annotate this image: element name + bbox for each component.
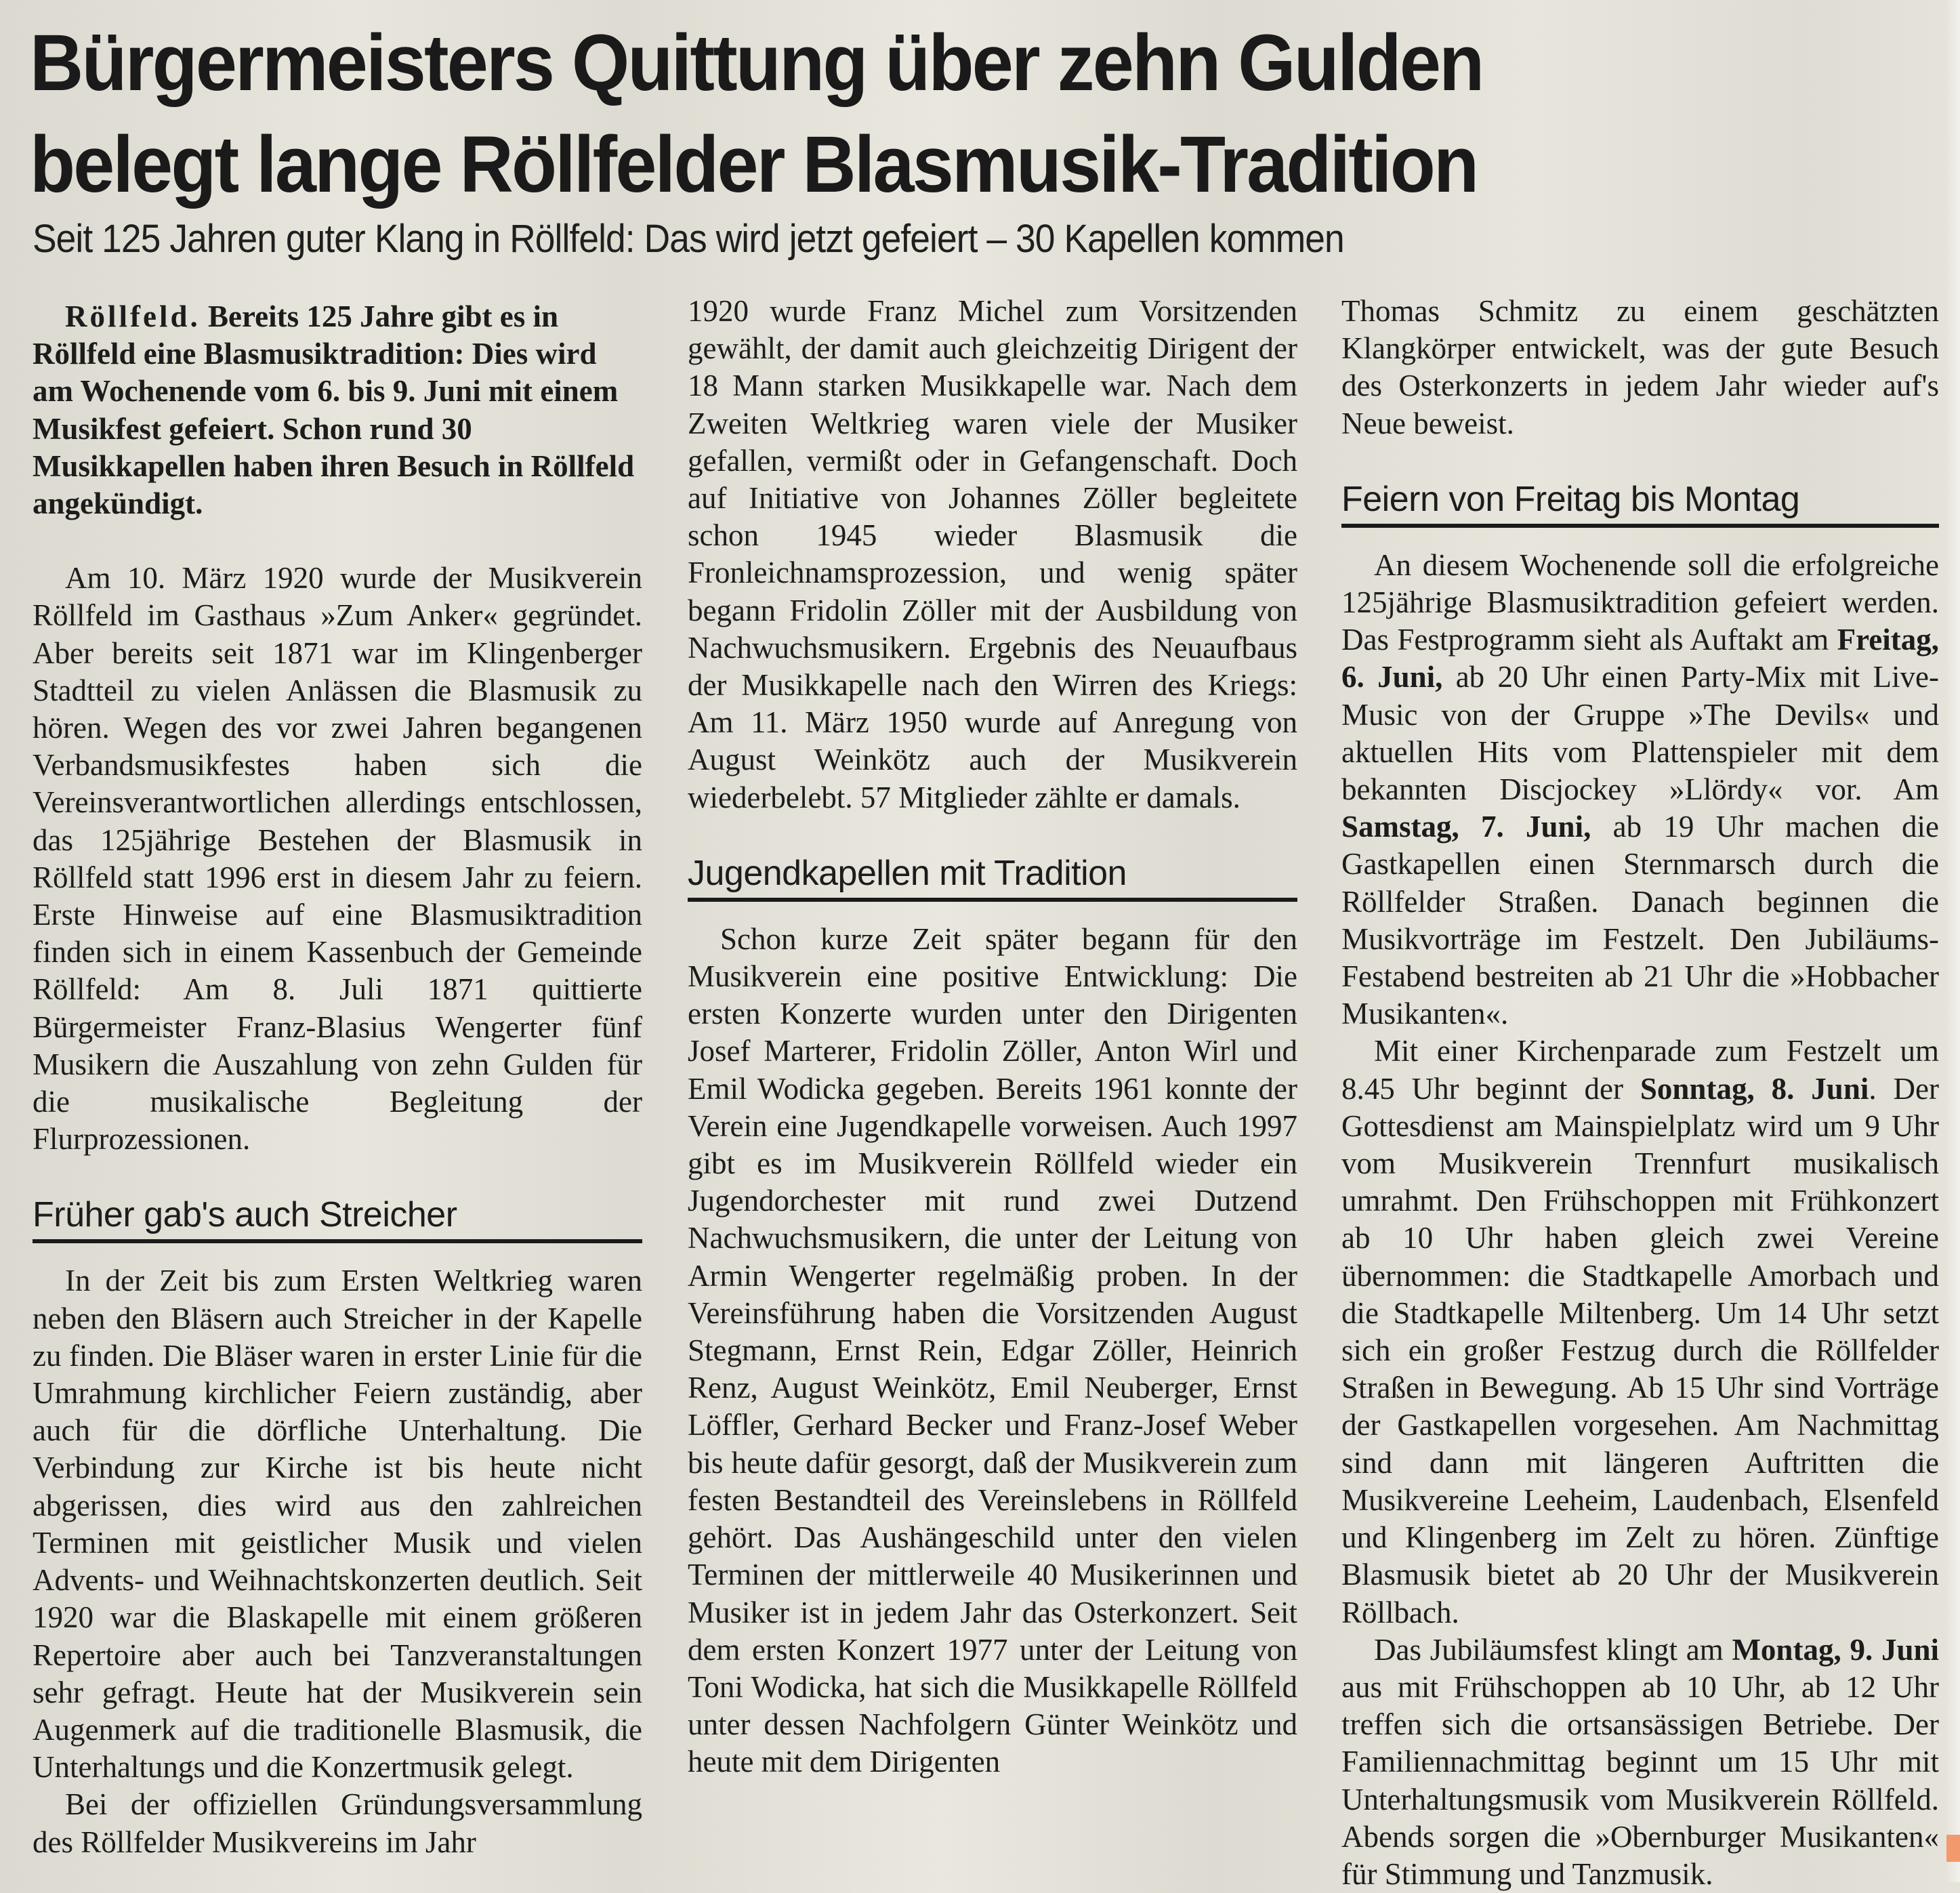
lead-paragraph bbox=[33, 298, 642, 522]
date-saturday: Samstag, 7. Juni, bbox=[1341, 810, 1591, 844]
body-paragraph-continued: 1920 wurde Franz Michel zum Vorsitzenden gewählt, der damit auch gleichzeitig Dirigent der 18 Mann starken Musikkapelle war. Nach dem Zweiten Weltkrieg waren viele der Musiker gefallen, vermißt oder in Gefangenschaft. Doch auf Initiative von Johannes Zöller begleitete schon 1945 wieder Blasmusik die Fronleichnamsprozession, und wenig später begann Fridolin Zöller mit der Ausbildung von Nachwuchsmusikern. Ergebnis des Neuaufbaus der Musikkapelle nach den Wirren des Kriegs: Am 11. März 1950 wurde auf Anregung von August Weinkötz auch der Musikverein wiederbelebt. 57 Mitglieder zählte er damals. bbox=[688, 294, 1297, 814]
section-heading-streicher: Früher gab's auch Streicher bbox=[33, 1194, 642, 1243]
orange-tab-mark bbox=[1946, 1835, 1960, 1862]
lead-text: Bereits 125 Jahre gibt es in Röllfeld eine Blasmusiktradition: Dies wird am Wochenende vom 6. bis 9. Juni mit einem Musikfest gefeiert. Schon rund 30 Musikkapellen haben ihren Besuch in Röllfeld angekündigt. bbox=[33, 299, 635, 521]
dateline: Röllfeld. bbox=[65, 299, 201, 333]
subheadline: Seit 125 Jahren guter Klang in Röllfeld: Das wird jetzt gefeiert – 30 Kapellen kommen bbox=[33, 217, 1344, 261]
body-paragraph-sunday: Mit einer Kirchenparade zum Festzelt um 8.45 Uhr beginnt der Sonntag, 8. Juni. Der Gottesdienst am Mainspielplatz wird um 9 Uhr vom Musikverein Trennfurt musikalisch umrahmt. Den Frühschoppen mit Frühkonzert ab 10 Uhr haben gleich zwei Vereine übernommen: die Stadtkapelle Amorbach und die Stadtkapelle Miltenberg. Um 14 Uhr setzt sich ein großer Festzug durch die Röllfelder Straßen in Bewegung. Ab 15 Uhr sind Vorträge der Gastkapellen vorgesehen. Am Nachmittag sind dann mit längeren Auftritten die Musikvereine Leeheim, Laudenbach, Elsenfeld und Klingenberg im Zelt zu hören. Zünftige Blasmusik bietet ab 20 Uhr der Musikverein Röllbach. bbox=[1341, 1034, 1939, 1629]
body-paragraph-continued: Thomas Schmitz zu einem geschätzten Klangkörper entwickelt, was der gute Besuch des Osterkonzerts in jedem Jahr wieder auf's Neue beweist. bbox=[1341, 294, 1939, 440]
body-paragraph: Am 10. März 1920 wurde der Musikverein Röllfeld im Gasthaus »Zum Anker« gegründet. Aber bereits seit 1871 war im Klingenberger Stadtteil zu vielen Anlässen die Blasmusik zu hören. Wegen des vor zwei Jahren begangenen Verbandsmusikfestes haben sich die Vereinsverantwortlichen allerdings entschlossen, das 125jährige Bestehen der Blasmusik in Röllfeld statt 1996 erst in diesem Jahr zu feiern. Erste Hinweise auf eine Blasmusiktradition finden sich in einem Kassenbuch der Gemeinde Röllfeld: Am 8. Juli 1871 quittierte Bürgermeister Franz-Blasius Wengerter fünf Musikern die Auszahlung von zehn Gulden für die musikalische Begleitung der Flurprozessionen. bbox=[33, 561, 642, 1157]
date-sunday: Sonntag, 8. Juni bbox=[1640, 1071, 1869, 1106]
headline-line-2: belegt lange Röllfelder Blasmusik-Tradition bbox=[30, 120, 1478, 209]
headline bbox=[30, 12, 1807, 215]
section-heading-feiern: Feiern von Freitag bis Montag bbox=[1341, 479, 1939, 528]
column-2 bbox=[688, 293, 1297, 1781]
column-3 bbox=[1341, 293, 1939, 1893]
column-1 bbox=[33, 298, 642, 1861]
date-friday: Freitag, 6. Juni, bbox=[1341, 623, 1939, 694]
body-paragraph: Bei der offiziellen Gründungsversammlung des Röllfelder Musikvereins im Jahr bbox=[33, 1787, 642, 1859]
date-monday: Montag, 9. Juni bbox=[1732, 1632, 1939, 1667]
body-paragraph: Schon kurze Zeit später begann für den Musikverein eine positive Entwicklung: Die ersten Konzerte wurden unter den Dirigenten Josef Marterer, Fridolin Zöller, Anton Wirl und Emil Wodicka gegeben. Bereits 1961 konnte der Verein eine Jugendkapelle vorweisen. Auch 1997 gibt es im Musikverein Röllfeld wieder ein Jugendorchester mit rund zwei Dutzend Nachwuchsmusikern, die unter der Leitung von Armin Wengerter regelmäßig proben. In der Vereinsführung haben die Vorsitzenden August Stegmann, Ernst Rein, Edgar Zöller, Heinrich Renz, August Weinkötz, Emil Neuberger, Ernst Löffler, Gerhard Becker und Franz-Josef Weber bis heute dafür gesorgt, daß der Musikverein zum festen Bestandteil des Vereinslebens in Röllfeld gehört. Das Aushängeschild unter den vielen Terminen der mittlerweile 40 Musikerinnen und Musiker ist in jedem Jahr das Osterkonzert. Seit dem ersten Konzert 1977 unter der Leitung von Toni Wodicka, hat sich die Musikkapelle Röllfeld unter dessen Nachfolgern Günter Weinkötz und heute mit dem Dirigenten bbox=[688, 921, 1297, 1779]
headline-line-1: Bürgermeisters Quittung über zehn Gulden bbox=[30, 18, 1483, 108]
body-paragraph-monday: Das Jubiläumsfest klingt am Montag, 9. Juni aus mit Frühschoppen ab 10 Uhr, ab 12 Uhr treffen sich die ortsansässigen Betriebe. Der Familiennachmittag beginnt um 15 Uhr mit Unterhaltungsmusik vom Musikverein Röllfeld. Abends sorgen die »Obernburger Musikanten« für Stimmung und Tanzmusik. bbox=[1341, 1632, 1939, 1891]
body-paragraph: In der Zeit bis zum Ersten Weltkrieg waren neben den Bläsern auch Streicher in der Kapelle zu finden. Die Bläser waren in erster Linie für die Umrahmung kirchlicher Feiern zuständig, aber auch für die dörfliche Unterhaltung. Die Verbindung zur Kirche ist bis heute nicht abgerissen, dies wird aus den zahlreichen Terminen mit geistlicher Musik und vielen Advents- und Weihnachtskonzerten deutlich. Seit 1920 war die Blaskapelle mit einem größeren Repertoire aber auch bei Tanzveranstaltungen sehr gefragt. Heute hat der Musikverein sein Augenmerk auf die traditionelle Blasmusik, die Unterhaltungs und die Konzertmusik gelegt. bbox=[33, 1264, 642, 1785]
paper-edge bbox=[1946, 0, 1960, 1882]
body-paragraph-program: An diesem Wochenende soll die erfolgreiche 125jährige Blasmusiktradition gefeiert werden. Das Festprogramm sieht als Auftakt am Freitag, 6. Juni, ab 20 Uhr einen Party-Mix mit Live-Music von der Gruppe »The Devils« und aktuellen Hits vom Plattenspieler mit dem bekannten Discjockey »Llördy« vor. Am Samstag, 7. Juni, ab 19 Uhr machen die Gastkapellen einen Sternmarsch durch die Röllfelder Straßen. Danach beginnen die Musikvorträge im Festzelt. Den Jubiläums-Festabend bestreiten ab 21 Uhr die »Hobbacher Musikanten«. bbox=[1341, 547, 1939, 1031]
section-heading-jugendkapellen: Jugendkapellen mit Tradition bbox=[688, 853, 1297, 902]
